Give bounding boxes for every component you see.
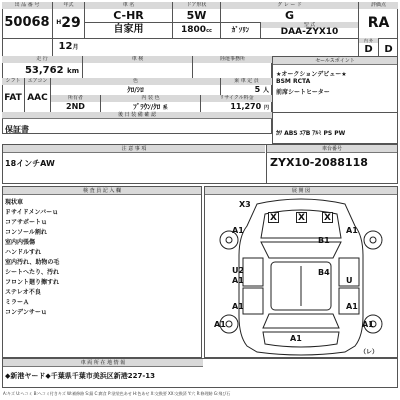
displacement-value: 1800 <box>181 25 207 35</box>
left-front-door <box>243 258 263 286</box>
diagram-footer-label: （レ） <box>360 349 379 356</box>
warranty-text: 保証書 <box>5 125 29 134</box>
legend-text: A:キズ U:ヘコミ B:ヘコミ付きキズ W:補修跡 S:錆 C:腐食 P:塗装色あせ H:色あせ X:交換要 XX:交換済 Y:穴 R:修理跡 G:飛び石 <box>3 391 231 396</box>
equipment-label: 後 日 装 備 確 認 <box>2 112 272 119</box>
grade-label: グ レ ー ド <box>221 2 358 9</box>
color-value: ｸﾛ/ｼﾛ <box>127 86 144 94</box>
int-color-value: ﾌﾞﾗｳﾝ/ｸﾛ <box>133 103 161 111</box>
damage-mark: U <box>346 276 353 285</box>
recycle-fee-value: 11,270 <box>230 102 262 111</box>
type-label: 型 式 <box>261 22 358 28</box>
displacement-cell <box>172 22 220 38</box>
month-value: 12 <box>58 41 73 52</box>
recycle-fee-cell <box>200 95 272 112</box>
diagram-label: 展 開 図 <box>205 187 397 195</box>
km-label: 走 行 <box>2 56 82 63</box>
inspection-item: コンソール割れ <box>5 229 47 236</box>
damage-mark: A1 <box>346 302 358 311</box>
fuel-value: ｶﾞｿﾘﾝ <box>231 26 250 34</box>
wheel-hub <box>370 237 376 243</box>
recycle-fee-unit: 円 <box>263 105 269 111</box>
ac-cell <box>24 78 50 112</box>
era-mark: H <box>56 19 62 26</box>
recycle-fee-label: リサイクル料金 <box>201 95 272 102</box>
inspection-item: フロント廻り擦すれ <box>5 279 60 286</box>
sales-point-line-1: ★オークションデビュー★ <box>276 71 347 78</box>
notes-label: 注 意 事 項 <box>3 145 265 153</box>
recycle-label: 陸運事務所 <box>193 56 272 63</box>
shift-label: シフト <box>2 78 24 85</box>
damage-mark-x: X <box>296 212 307 223</box>
damage-mark: B1 <box>318 236 330 245</box>
inspection-item: ステレオ不良 <box>5 289 41 296</box>
lot-label: 出 品 番 号 <box>2 2 52 9</box>
rear-window <box>263 314 339 328</box>
lot-number: 50068 <box>4 15 50 30</box>
seats-cell <box>220 78 272 95</box>
fuel-cell <box>220 22 260 38</box>
seats-label: 乗 車 定 員 <box>221 78 272 85</box>
reg-label: 車 検 <box>83 56 192 63</box>
model-cell <box>84 2 172 22</box>
inspection-item: コアサポートｕ <box>5 219 48 226</box>
owner-value: 2ND <box>66 102 85 111</box>
inspection-item: コンデンサーｕ <box>5 309 47 316</box>
score-cell <box>358 2 398 38</box>
shift-cell <box>2 78 24 112</box>
int-ext-label: 内 外 <box>359 38 378 43</box>
wheel-hub <box>226 237 232 243</box>
recycle-cell <box>192 56 272 78</box>
damage-mark: A1 <box>290 334 302 343</box>
int-color-wrap <box>101 102 200 112</box>
damage-mark: X3 <box>239 200 251 209</box>
location-label: 車 両 所 在 地 情 報 <box>3 359 203 367</box>
month-wrap <box>53 38 84 56</box>
left-rear-door <box>243 288 263 314</box>
ac-label: エアコン <box>25 78 50 85</box>
ext-cell <box>378 38 398 56</box>
seats-value: 5 <box>254 85 261 94</box>
shift-value: FAT <box>4 93 22 103</box>
door-cell <box>172 2 220 22</box>
usage-cell <box>84 22 172 38</box>
score-value: RA <box>367 15 390 31</box>
lot-cell <box>2 2 52 38</box>
model-value: C-HR <box>113 9 144 22</box>
int-value: D <box>364 44 373 55</box>
sales-point-line-3: 前席シートヒーター <box>276 89 330 96</box>
damage-mark: U2 <box>232 266 245 275</box>
damage-mark: A1 <box>232 226 244 235</box>
inspection-label: 検 査 員 記 入 欄 <box>3 187 201 195</box>
int-color-suffix: 系 <box>162 105 168 111</box>
notes-text: 18インチAW <box>5 159 55 168</box>
damage-mark: A1 <box>214 320 226 329</box>
year-value: 29 <box>61 15 81 31</box>
equipment-badges: ｶﾜ ABS ｴｱB ｱﾙﾐ PS PW <box>276 130 346 137</box>
displacement-unit: cc <box>206 28 212 34</box>
km-cell <box>2 56 82 78</box>
damage-mark-x: X <box>322 212 333 223</box>
color-cell <box>50 78 220 95</box>
sales-point-line-2: BSM RCTA <box>276 78 311 85</box>
int-color-label: 内 装 色 <box>101 95 200 102</box>
score-label: 評価点 <box>359 2 398 9</box>
km-wrap <box>2 63 82 78</box>
owner-label: 所有者 <box>51 95 100 102</box>
inspection-item: シートへたり、汚れ <box>5 269 60 276</box>
color-label: 色 <box>51 78 220 85</box>
year-cell <box>52 2 84 38</box>
km-unit: km <box>67 67 79 75</box>
door-value: 5W <box>186 9 207 22</box>
int-color-cell <box>100 95 200 112</box>
door-label: ドア形状 <box>173 2 220 9</box>
recycle-fee-wrap <box>201 102 272 112</box>
inspection-item: 室内内張傷 <box>5 239 36 246</box>
inspection-item: ミラーＡ <box>5 299 30 306</box>
damage-mark: A1 <box>232 302 244 311</box>
type-cell <box>260 22 358 38</box>
chassis-label: 車台番号 <box>267 145 397 153</box>
inspection-list <box>5 197 200 317</box>
chassis-value: ZYX10-2088118 <box>270 156 368 169</box>
location-text: ◆新港ヤード◆千葉県千葉市美浜区新港227-13 <box>5 372 156 380</box>
damage-mark-x: X <box>268 212 279 223</box>
inspection-item: Ｆサイドメンバーｕ <box>5 209 59 216</box>
ac-value: AAC <box>27 93 48 103</box>
year-value-wrap <box>53 9 84 38</box>
km-value: 53,762 <box>24 65 64 76</box>
damage-mark: B4 <box>318 268 330 277</box>
int-cell <box>358 38 378 56</box>
damage-mark: A1 <box>362 320 374 329</box>
seats-unit: 人 <box>262 87 269 94</box>
year-label: 年式 <box>53 2 84 9</box>
ext-value: D <box>384 44 393 55</box>
damage-mark: A1 <box>232 276 244 285</box>
owner-cell <box>50 95 100 112</box>
inspection-item: 室内汚れ、助物の毛 <box>5 259 60 266</box>
usage-value: 自家用 <box>113 24 144 35</box>
grade-cell <box>220 2 358 22</box>
reg-cell <box>82 56 192 78</box>
inspection-item: ハンドルすれ <box>5 249 42 256</box>
grade-value: G <box>284 9 295 22</box>
type-value: DAA-ZYX10 <box>280 27 339 37</box>
model-label: 車 名 <box>85 2 172 9</box>
sales-point-label: セールスポイント <box>273 57 397 65</box>
wheel-front-right <box>364 231 382 249</box>
seats-wrap <box>221 85 272 95</box>
displacement-wrap <box>173 22 220 38</box>
damage-mark: A1 <box>346 226 358 235</box>
inspection-item: 現状車 <box>5 199 24 206</box>
month-unit: 月 <box>72 44 79 51</box>
month-cell <box>52 38 84 56</box>
wheel-hub <box>226 321 232 327</box>
